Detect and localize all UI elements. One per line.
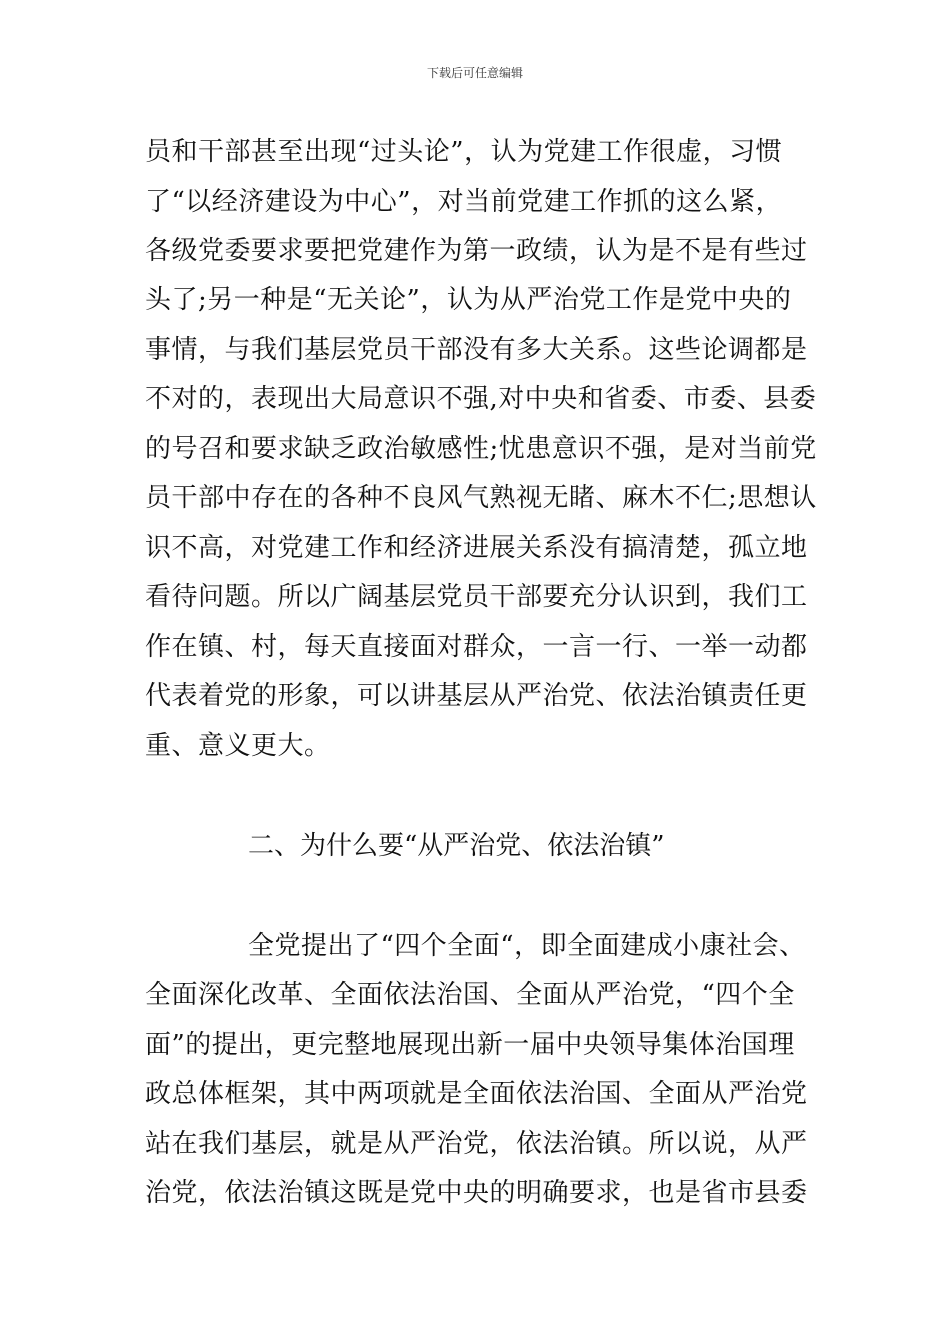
paragraph-line: 的号召和要求缺乏政治敏感性;忧患意识不强，是对当前党	[145, 434, 817, 464]
paragraph-line: 作在镇、村，每天直接面对群众，一言一行、一举一动都	[145, 632, 808, 662]
page-header-note: 下载后可任意编辑	[426, 66, 523, 80]
paragraph-line: 面”的提出，更完整地展现出新一届中央领导集体治国理	[145, 1030, 795, 1060]
paragraph-line: 全党提出了“四个全面“，即全面建成小康社会、	[248, 931, 806, 961]
paragraph-line: 各级党委要求要把党建作为第一政绩，认为是不是有些过	[145, 236, 808, 266]
paragraph-line: 政总体框架，其中两项就是全面依法治国、全面从严治党	[145, 1079, 808, 1109]
paragraph-line: 全面深化改革、全面依法治国、全面从严治党，“四个全	[145, 980, 795, 1010]
paragraph-line: 员和干部甚至出现“过头论”，认为党建工作很虚，习惯	[145, 137, 783, 167]
paragraph-line: 了“以经济建设为中心”，对当前党建工作抓的这么紧，	[145, 187, 783, 217]
paragraph-line: 站在我们基层，就是从严治党，依法治镇。所以说，从严	[145, 1129, 808, 1159]
paragraph-line: 重、意义更大。	[145, 731, 331, 761]
paragraph-line: 代表着党的形象，可以讲基层从严治党、依法治镇责任更	[145, 681, 808, 711]
paragraph-line: 员干部中存在的各种不良风气熟视无睹、麻木不仁;思想认	[145, 483, 817, 513]
paragraph-line: 不对的，表现出大局意识不强,对中央和省委、市委、县委	[145, 384, 817, 414]
paragraph-line: 事情，与我们基层党员干部没有多大关系。这些论调都是	[145, 335, 808, 365]
paragraph-line: 识不高，对党建工作和经济进展关系没有搞清楚，孤立地	[145, 533, 808, 563]
section-heading: 二、为什么要“从严治党、依法治镇”	[248, 831, 665, 861]
paragraph-line: 治党，依法治镇这既是党中央的明确要求，也是省市县委	[145, 1178, 808, 1208]
paragraph-line: 看待问题。所以广阔基层党员干部要充分认识到，我们工	[145, 582, 808, 612]
paragraph-line: 头了;另一种是“无关论”，认为从严治党工作是党中央的	[145, 285, 792, 315]
